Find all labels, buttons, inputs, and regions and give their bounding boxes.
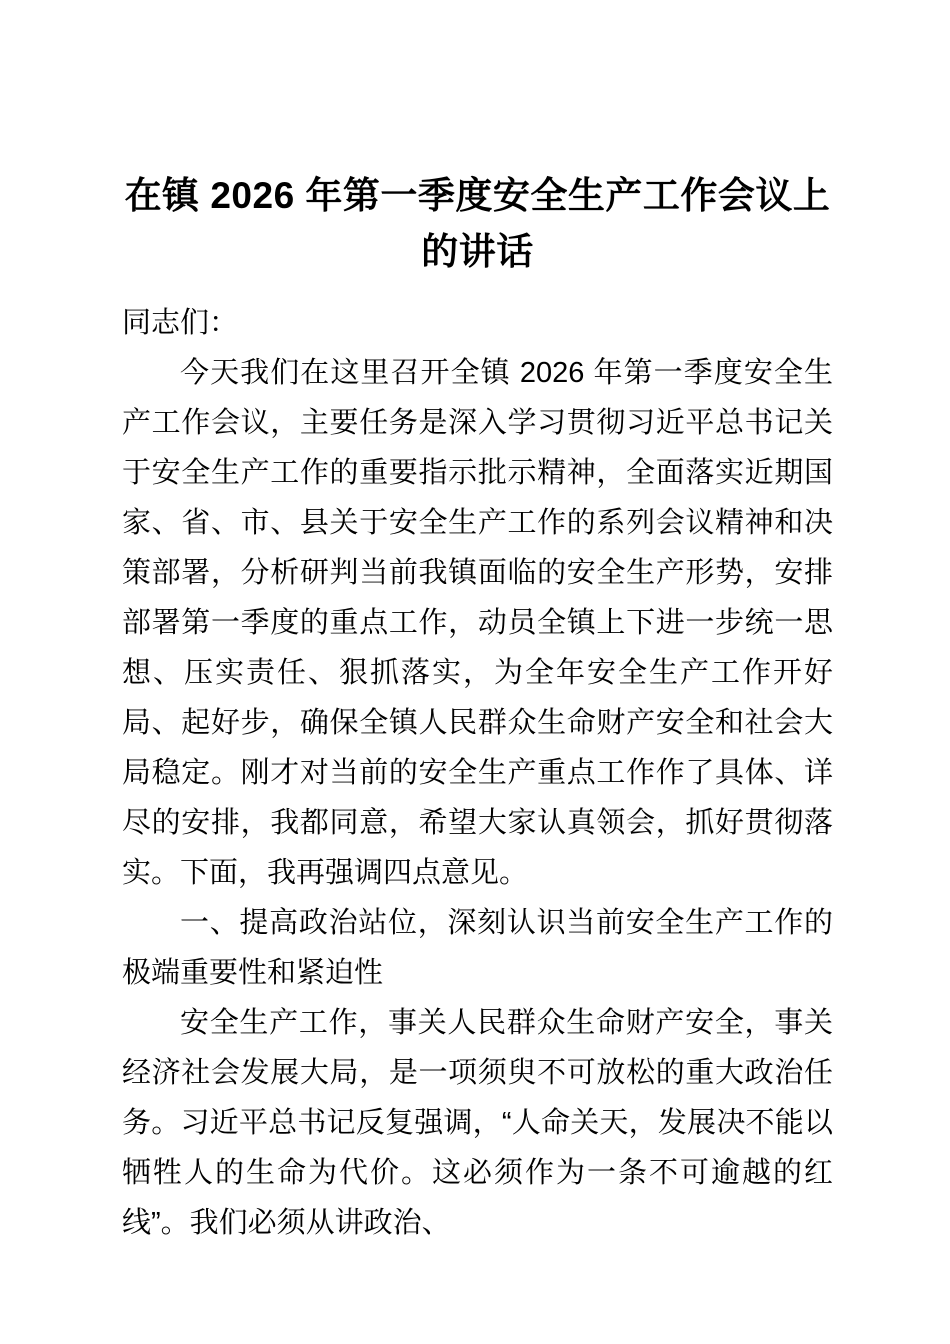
salutation: 同志们： [122, 307, 239, 339]
document-title: 在镇 2026 年第一季度安全生产工作会议上的讲话 [124, 175, 831, 272]
section-heading-1: 一、提高政治站位，深刻认识当前安全生产工作的极端重要性和紧迫性 [122, 907, 833, 989]
paragraph-section-1: 安全生产工作，事关人民群众生命财产安全，事关经济社会发展大局，是一项须臾不可放松的重大政治任务。习近平总书记反复强调，“人命关天，发展决不能以牺牲人的生命为代价。这必须作为一条不可逾越的红线”。我们必须从讲政治、 [122, 1007, 833, 1239]
paragraph-opening: 今天我们在这里召开全镇 2026 年第一季度安全生产工作会议，主要任务是深入学习贯彻习近平总书记关于安全生产工作的重要指示批示精神，全面落实近期国家、省、市、县关于安全生产工作的系列会议精神和决策部署，分析研判当前我镇面临的安全生产形势，安排部署第一季度的重点工作，动员全镇上下进一步统一思想、压实责任、狠抓落实，为全年安全生产工作开好局、起好步，确保全镇人民群众生命财产安全和社会大局稳定。刚才对当前的安全生产重点工作作了具体、详尽的安排，我都同意，希望大家认真领会，抓好贯彻落实。下面，我再强调四点意见。 [122, 357, 833, 889]
